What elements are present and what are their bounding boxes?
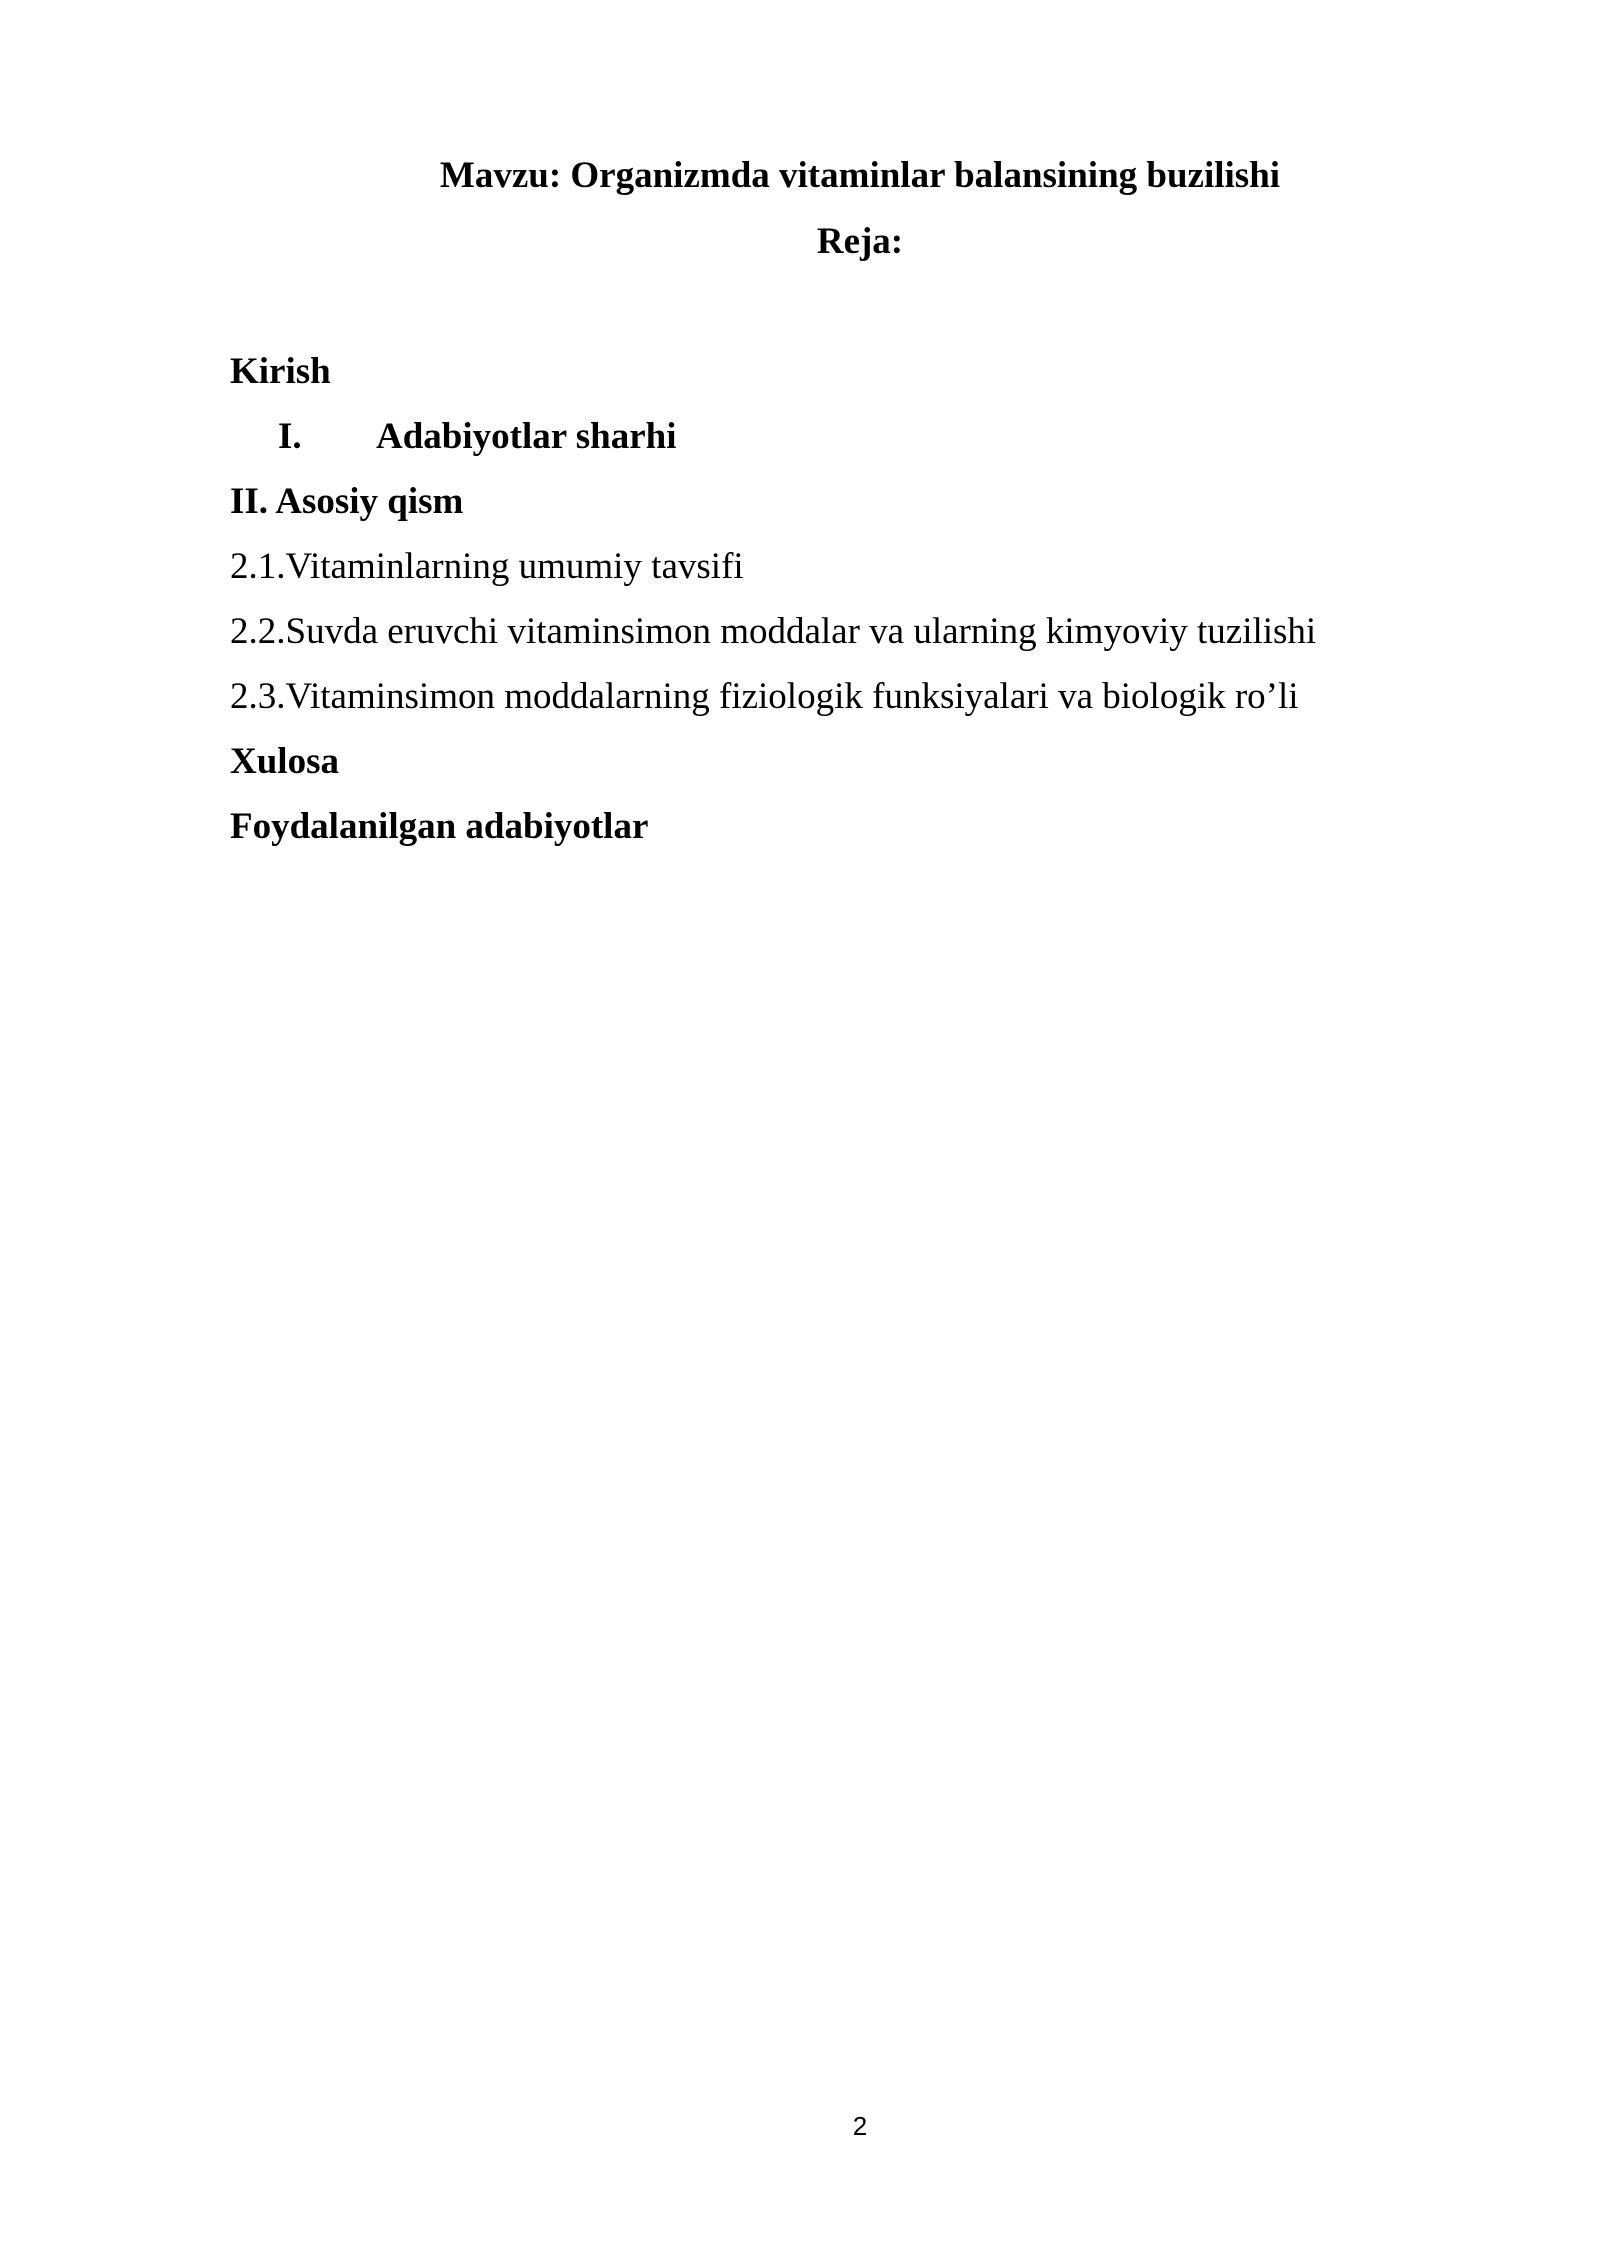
- plan-item-section1-number: I.: [278, 416, 302, 457]
- page-number: 2: [852, 2111, 868, 2141]
- plan-item-intro: Kirish: [230, 351, 331, 392]
- plan-item-sub-2-2: 2.2.Suvda eruvchi vitaminsimon moddalar va ularning kimyoviy tuzilishi: [230, 611, 1317, 652]
- plan-item-sub-2-1: 2.1.Vitaminlarning umumiy tavsifi: [230, 546, 744, 587]
- document-title: Mavzu: Organizmda vitaminlar balansining buzilishi: [439, 155, 1281, 196]
- plan-heading: Reja:: [816, 221, 904, 262]
- plan-item-section1-label: Adabiyotlar sharhi: [376, 416, 677, 457]
- plan-item-section2: II. Asosiy qism: [230, 481, 464, 522]
- plan-item-references: Foydalanilgan adabiyotlar: [230, 806, 649, 847]
- plan-item-sub-2-3: 2.3.Vitaminsimon moddalarning fiziologik funksiyalari va biologik ro’li: [230, 676, 1299, 717]
- plan-item-conclusion: Xulosa: [230, 741, 339, 782]
